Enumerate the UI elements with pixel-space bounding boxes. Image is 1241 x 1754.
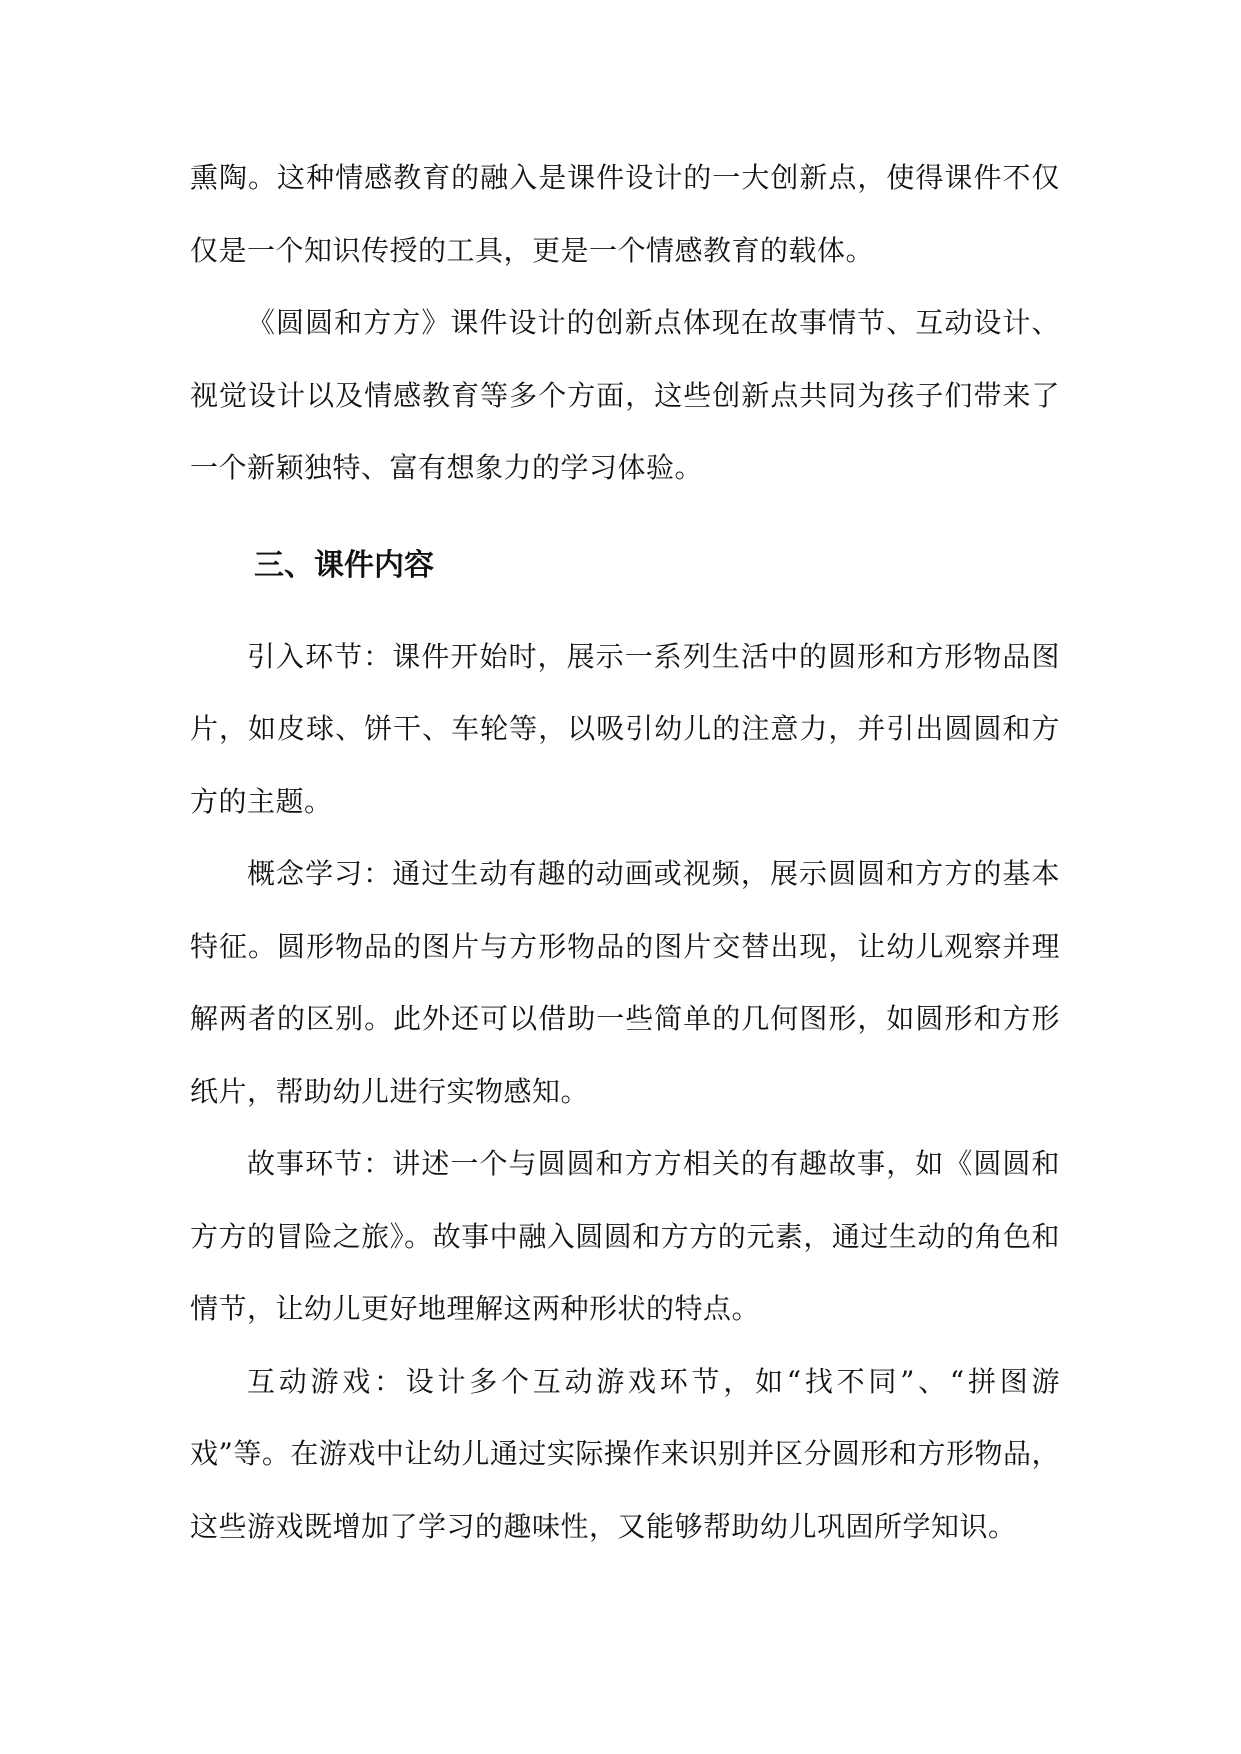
paragraph-concept-learning: 概念学习：通过生动有趣的动画或视频，展示圆圆和方方的基本特征。圆形物品的图片与方形物品的图片交替出现，让幼儿观察并理解两者的区别。此外还可以借助一些简单的几何图形，如圆形和方形纸片，帮助幼儿进行实物感知。 — [190, 857, 1060, 1108]
paragraph-continuation: 熏陶。这种情感教育的融入是课件设计的一大创新点，使得课件不仅仅是一个知识传授的工具，更是一个情感教育的载体。 — [190, 161, 1060, 267]
paragraph-interactive-games: 互动游戏：设计多个互动游戏环节，如“找不同”、“拼图游戏”等。在游戏中让幼儿通过实际操作来识别并区分圆形和方形物品，这些游戏既增加了学习的趣味性，又能够帮助幼儿巩固所学知识。 — [190, 1364, 1060, 1543]
section-heading-courseware-content: 三、课件内容 — [254, 547, 434, 583]
document-body — [190, 142, 1060, 1563]
paragraph-introduction-stage: 引入环节：课件开始时，展示一系列生活中的圆形和方形物品图片，如皮球、饼干、车轮等，以吸引幼儿的注意力，并引出圆圆和方方的主题。 — [190, 639, 1060, 818]
paragraph-innovation-summary: 《圆圆和方方》课件设计的创新点体现在故事情节、互动设计、视觉设计以及情感教育等多个方面，这些创新点共同为孩子们带来了一个新颖独特、富有想象力的学习体验。 — [190, 306, 1060, 484]
paragraph-story-stage: 故事环节：讲述一个与圆圆和方方相关的有趣故事，如《圆圆和方方的冒险之旅》。故事中融入圆圆和方方的元素，通过生动的角色和情节，让幼儿更好地理解这两种形状的特点。 — [190, 1147, 1060, 1325]
